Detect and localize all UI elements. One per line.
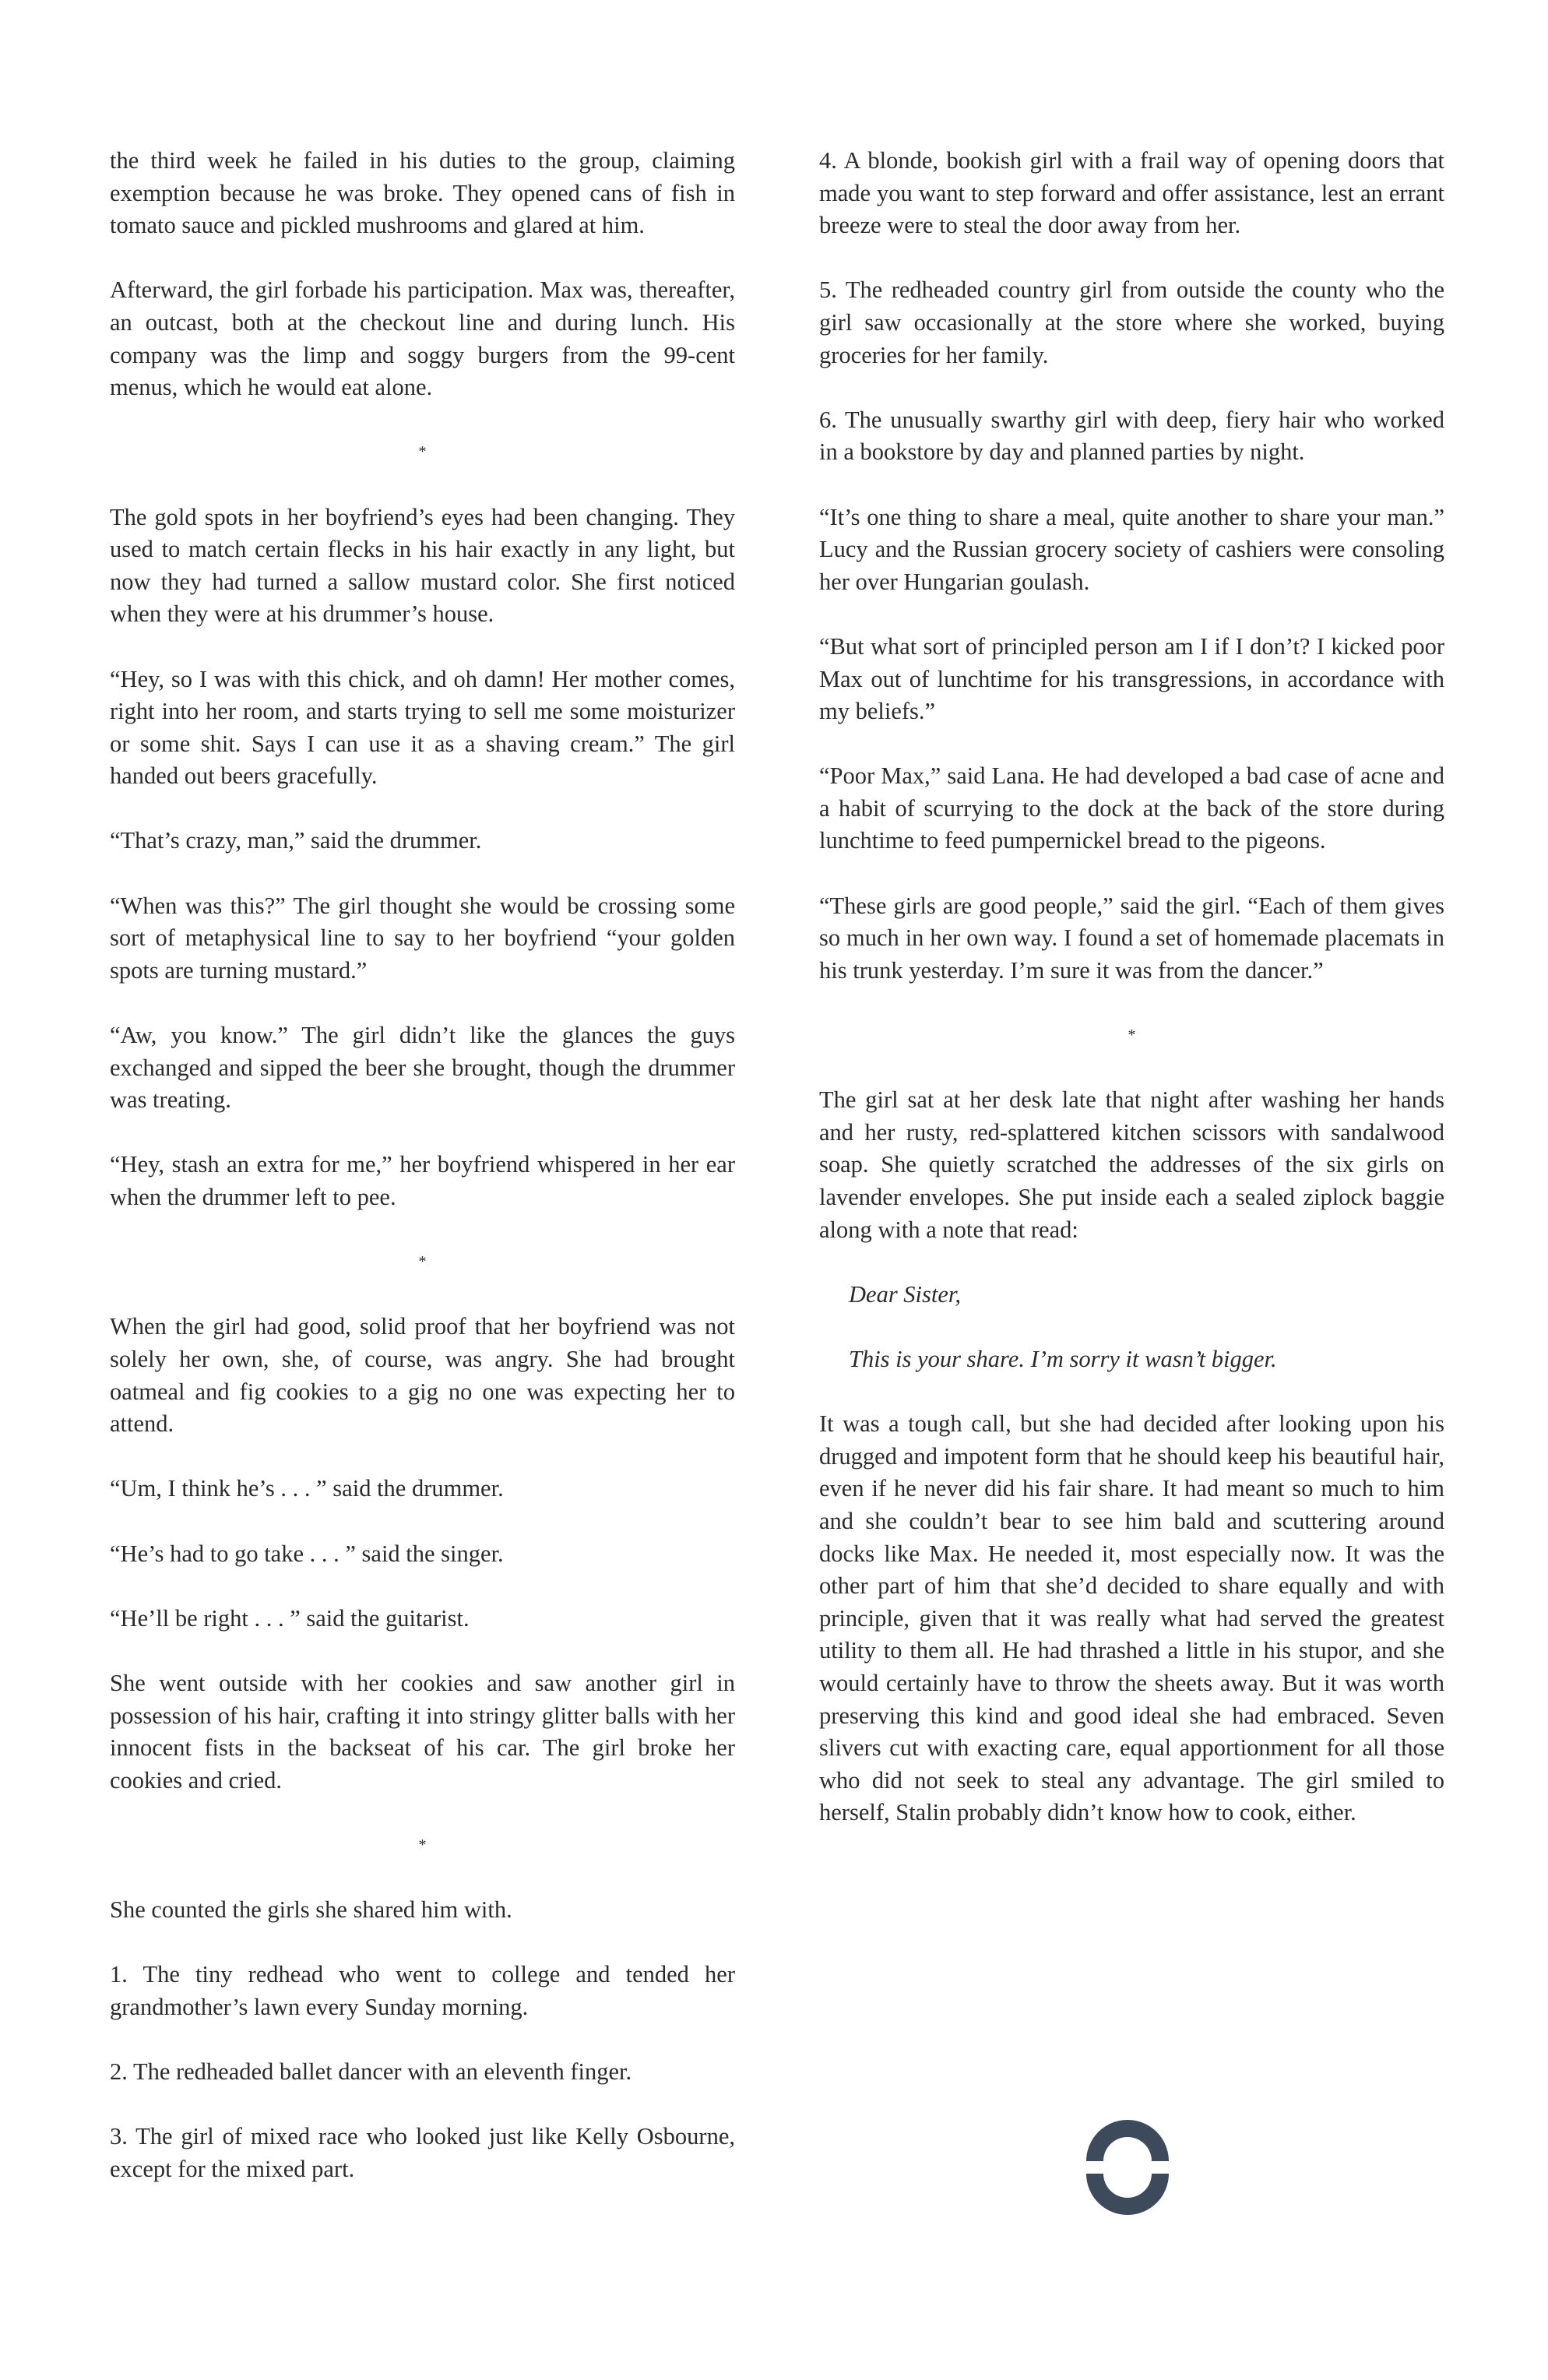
left-text-column — [110, 145, 735, 2218]
list-item: 2. The redheaded ballet dancer with an eleventh finger. — [110, 2058, 632, 2086]
paragraph: The girl sat at her desk late that night after washing her hands and her rusty, red-splattered kitchen scissors with sandalwood soap. She quietly scratched the addresses of the six girls on lavender envelopes. She put inside each a sealed ziplock baggie along with a note that read: — [819, 1086, 1444, 1243]
paragraph: She counted the girls she shared him with. — [110, 1896, 512, 1924]
right-text-column — [819, 145, 1444, 1861]
section-separator: * — [418, 443, 427, 461]
section-separator: * — [1128, 1026, 1136, 1044]
letter-salutation: Dear Sister, — [849, 1280, 962, 1308]
paragraph: “These girls are good people,” said the girl. “Each of them gives so much in her own way. I found a set of homemade placemats in his trunk yesterday. I’m sure it was from the dancer.” — [819, 892, 1444, 984]
paragraph: “He’s had to go take . . . ” said the singer. — [110, 1540, 504, 1567]
paragraph: She went outside with her cookies and saw another girl in possession of his hair, crafting it into stringy glitter balls with her innocent fists in the backseat of his car. The girl broke her cookies and cried. — [110, 1669, 735, 1794]
paragraph: the third week he failed in his duties to the group, claiming exemption because he was broke. They opened cans of fish in tomato sauce and pickled mushrooms and glared at him. — [110, 147, 735, 239]
paragraph: “He’ll be right . . . ” said the guitarist. — [110, 1604, 470, 1632]
paragraph: “When was this?” The girl thought she would be crossing some sort of metaphysical line to say to her boyfriend “your golden spots are turning mustard.” — [110, 892, 735, 984]
list-item: 4. A blonde, bookish girl with a frail way of opening doors that made you want to step forward and offer assistance, lest an errant breeze were to steal the door away from her. — [819, 147, 1444, 239]
paragraph: “It’s one thing to share a meal, quite another to share your man.” Lucy and the Russian grocery society of cashiers were consoling her over Hungarian goulash. — [819, 503, 1444, 595]
letter-body: This is your share. I’m sorry it wasn’t bigger. — [849, 1345, 1277, 1372]
list-item: 6. The unusually swarthy girl with deep, fiery hair who worked in a bookstore by day and planned parties by night. — [819, 406, 1444, 466]
paragraph: It was a tough call, but she had decided after looking upon his drugged and impotent form that he should keep his beautiful hair, even if he never did his fair share. It had meant so much to him and she couldn’t bear to see him bald and scuttering around docks like Max. He needed it, most especially now. It was the other part of him that she’d decided to share equally and with principle, given that it was really what had served the greatest utility to them all. He had thrashed a little in his stupor, and she would certainly have to throw the sheets away. But it was worth preserving this kind and good ideal she had embraced. Seven slivers cut with exacting care, equal apportionment for all those who did not seek to steal any advantage. The girl smiled to herself, Stalin probably didn’t know how to cook, either. — [819, 1410, 1444, 1826]
paragraph: When the girl had good, solid proof that her boyfriend was not solely her own, she, of course, was angry. She had brought oatmeal and fig cookies to a gig no one was expecting her to attend. — [110, 1313, 735, 1438]
list-item: 5. The redheaded country girl from outside the county who the girl saw occasionally at the store where she worked, buying groceries for her family. — [819, 276, 1444, 368]
paragraph: “Hey, stash an extra for me,” her boyfriend whispered in her ear when the drummer left to pee. — [110, 1151, 735, 1210]
list-item: 1. The tiny redhead who went to college and tended her grandmother’s lawn every Sunday morning. — [110, 1961, 735, 2020]
section-separator: * — [418, 1253, 427, 1271]
paragraph: The gold spots in her boyfriend’s eyes had been changing. They used to match certain flecks in his hair exactly in any light, but now they had turned a sallow mustard color. She first noticed when they were at his drummer’s house. — [110, 503, 735, 628]
paragraph: “But what sort of principled person am I if I don’t? I kicked poor Max out of lunchtime for his transgressions, in accordance with my beliefs.” — [819, 632, 1444, 725]
list-item: 3. The girl of mixed race who looked just like Kelly Osbourne, except for the mixed part. — [110, 2123, 735, 2182]
paragraph: “Aw, you know.” The girl didn’t like the glances the guys exchanged and sipped the beer she brought, though the drummer was treating. — [110, 1022, 735, 1114]
paragraph: “Poor Max,” said Lana. He had developed a bad case of acne and a habit of scurrying to the dock at the back of the store during lunchtime to feed pumpernickel bread to the pigeons. — [819, 762, 1444, 854]
split-circle-logo-icon — [1078, 2118, 1177, 2216]
paragraph: “That’s crazy, man,” said the drummer. — [110, 827, 482, 854]
paragraph: “Um, I think he’s . . . ” said the drummer. — [110, 1475, 504, 1502]
section-separator: * — [418, 1836, 427, 1854]
paragraph: “Hey, so I was with this chick, and oh damn! Her mother comes, right into her room, and starts trying to sell me some moisturizer or some shit. Says I can use it as a shaving cream.” The girl handed out beers gracefully. — [110, 665, 735, 790]
paragraph: Afterward, the girl forbade his participation. Max was, thereafter, an outcast, both at the checkout line and during lunch. His company was the limp and soggy burgers from the 99-cent menus, which he would eat alone. — [110, 276, 735, 401]
